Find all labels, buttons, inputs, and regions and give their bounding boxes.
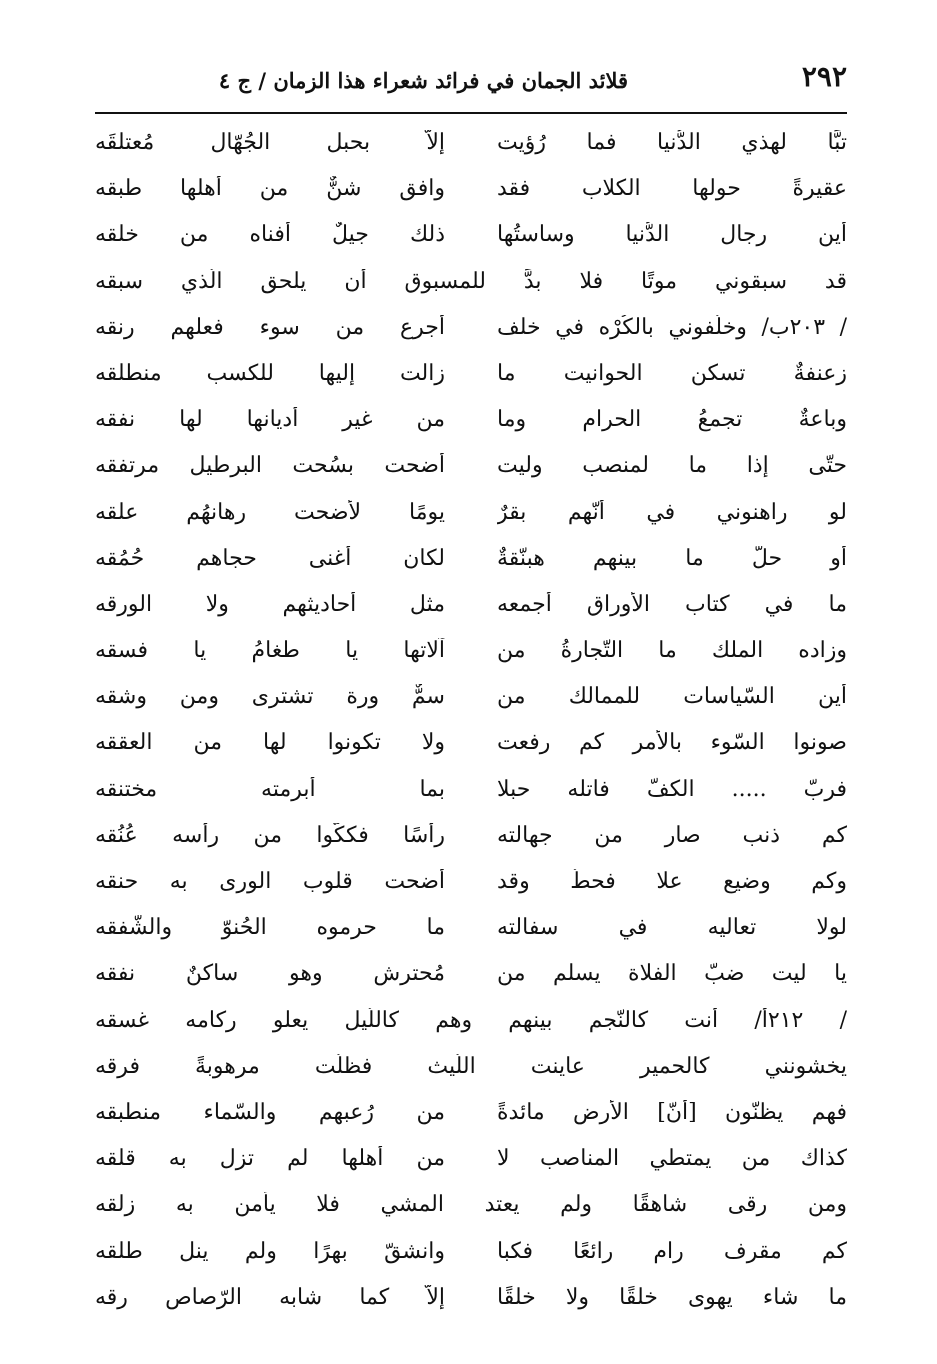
verse-full-line: / ٢١٢أ/ أنت كالنّجم بينهم وهم كاللّيل يعلو ركامه غسقه: [95, 1007, 847, 1033]
running-title: قلائد الجمان في فرائد شعراء هذا الزمان / ج ٤: [218, 68, 629, 93]
verse-first-hemistich: كم ذنب صار من جهالته: [497, 822, 847, 848]
verse-line: [95, 861, 847, 907]
verse-line: [95, 953, 847, 999]
verse-line: [95, 353, 847, 399]
verse-first-hemistich: أو حلّ ما بينهم هبنّقةٌ: [497, 545, 847, 571]
verse-first-hemistich: لولا تعاليه في سفالته: [497, 915, 847, 941]
verse-line: [95, 1046, 847, 1092]
verse-line: [95, 492, 847, 538]
verse-line: [95, 399, 847, 445]
verse-line: [95, 307, 847, 353]
verse-first-hemistich: يا ليت ضبّ الفلاة يسلم من: [497, 961, 847, 987]
verse-second-hemistich: ذلك جيلٌ أفناه من خلقه: [95, 222, 445, 248]
verse-second-hemistich: إلاّ كما شابه الرّصاص رقه: [95, 1284, 445, 1310]
verse-first-hemistich: حتّى إذا ما لمنصب وليت: [497, 453, 847, 479]
verse-first-hemistich: تبًّا لهذي الدُّنيا فما رُؤيت: [497, 130, 847, 155]
verse-first-hemistich: فهم يظنّون [أنّ] الأرض مائدةً: [497, 1099, 847, 1125]
verse-first-hemistich: / ٢٠٣ب/ وخلّفوني بالكُرْه في خلف: [497, 314, 847, 340]
verse-second-hemistich: أضحت قلوب الورى به حنقه: [95, 869, 445, 894]
verse-first-hemistich: ما في كتاب الأوراق أجمعه: [497, 591, 847, 617]
verse-second-hemistich: من رُعبهم والسّماء منطبقه: [95, 1099, 445, 1125]
verse-second-hemistich: إلاّ بحبل الجُهّال مُعتلقَه: [95, 130, 445, 155]
verse-line: [95, 769, 847, 815]
verse-second-hemistich: من غير أديانها لها نفقه: [95, 407, 445, 433]
verse-second-hemistich: وافق شنٌّ من أهلها طبقه: [95, 176, 445, 202]
verse-first-hemistich: كم مقرف رام رائعًا فكبا: [497, 1238, 847, 1264]
verse-first-hemistich: كذاك من يمتطي المناصب لا: [497, 1146, 847, 1172]
verse-first-hemistich: وباعةٌ تجمعُ الحرام وما: [497, 407, 847, 433]
verse-line: [95, 1277, 847, 1323]
verse-line: [95, 122, 847, 168]
verse-line: [95, 1138, 847, 1184]
verse-second-hemistich: بما أبرمته مختنقه: [95, 776, 445, 802]
verse-line: [95, 168, 847, 214]
verse-second-hemistich: مثل أحاديثهم ولا الورقه: [95, 591, 445, 617]
verse-second-hemistich: وانشقّ بهرًا ولم ينل طلقه: [95, 1238, 445, 1264]
verse-line: [95, 261, 847, 307]
verse-second-hemistich: زالت إليها للكسب منطلقه: [95, 360, 445, 386]
verse-line: [95, 214, 847, 260]
verse-second-hemistich: أجرع من سوء فعلهم رنقه: [95, 314, 445, 340]
verse-second-hemistich: لكان أغنى حجاهم حُمُقه: [95, 545, 445, 571]
verse-line: [95, 722, 847, 768]
verse-line: [95, 538, 847, 584]
verse-first-hemistich: زعنفةٌ تسكن الحوانيت ما: [497, 360, 847, 386]
verse-second-hemistich: آلاتها يا طغامُ يا فسقه: [95, 638, 445, 664]
verse-first-hemistich: وزاده الملك ما التّجارةُ من: [497, 638, 847, 664]
verse-first-hemistich: صونوا السّوء بالأمر كم رفعت: [497, 730, 847, 756]
verse-line: [95, 1184, 847, 1230]
page-number: ٢٩٢: [801, 60, 847, 93]
verse-second-hemistich: مُحترش وهو ساكنٌ نفقه: [95, 961, 445, 987]
verse-second-hemistich: رأسًا فككّوا من رأسه عُنُقه: [95, 822, 445, 848]
verse-second-hemistich: ولا تكونوا لها من العققه: [95, 730, 445, 756]
verse-second-hemistich: يومًا لأضحت رهانهُم علقه: [95, 499, 445, 525]
verse-second-hemistich: من أهلها لم تزل به قلقه: [95, 1146, 445, 1172]
poem-body: [95, 122, 847, 1323]
verse-first-hemistich: أين رجال الدُّنيا وساستُها: [497, 222, 847, 248]
verse-line: [95, 1000, 847, 1046]
page-header: [90, 60, 847, 110]
verse-full-line: يخشونني كالحمير عاينت اللّيث فظلّت مرهوبةً فرقه: [95, 1053, 847, 1079]
verse-line: [95, 630, 847, 676]
verse-second-hemistich: أضحت بسُحت البرطيل مرتفقه: [95, 453, 445, 479]
verse-second-hemistich: ما حرموه الحُنوّ والشّفقه: [95, 915, 445, 941]
verse-line: [95, 445, 847, 491]
verse-full-line: ومن رقى شاهقًا ولم يعتد المشي فلا يأمن به زلقه: [95, 1192, 847, 1218]
verse-line: [95, 1092, 847, 1138]
verse-first-hemistich: فربّ ..... الكفّ فاتله حبلا: [497, 776, 847, 802]
verse-line: [95, 907, 847, 953]
verse-first-hemistich: عقيرةً حولها الكلاب فقد: [497, 176, 847, 202]
verse-second-hemistich: سمٌّ ورة تشترى ومن وشقه: [95, 684, 445, 710]
verse-first-hemistich: لو راهنوني في أنّهم بقرٌ: [497, 499, 847, 525]
verse-line: [95, 815, 847, 861]
verse-line: [95, 584, 847, 630]
header-rule: [95, 112, 847, 114]
verse-line: [95, 676, 847, 722]
verse-line: [95, 1231, 847, 1277]
verse-first-hemistich: وكم وضيعٍ علا فحطّ وقد: [497, 869, 847, 894]
verse-first-hemistich: أين السّياسات للممالك من: [497, 684, 847, 710]
verse-full-line: قد سبقوني موتًا فلا بدَّ للمسبوق أن يلحق الّذي سبقه: [95, 268, 847, 294]
verse-first-hemistich: ما شاء يهوى خلقًا ولا خلقًا: [497, 1284, 847, 1310]
